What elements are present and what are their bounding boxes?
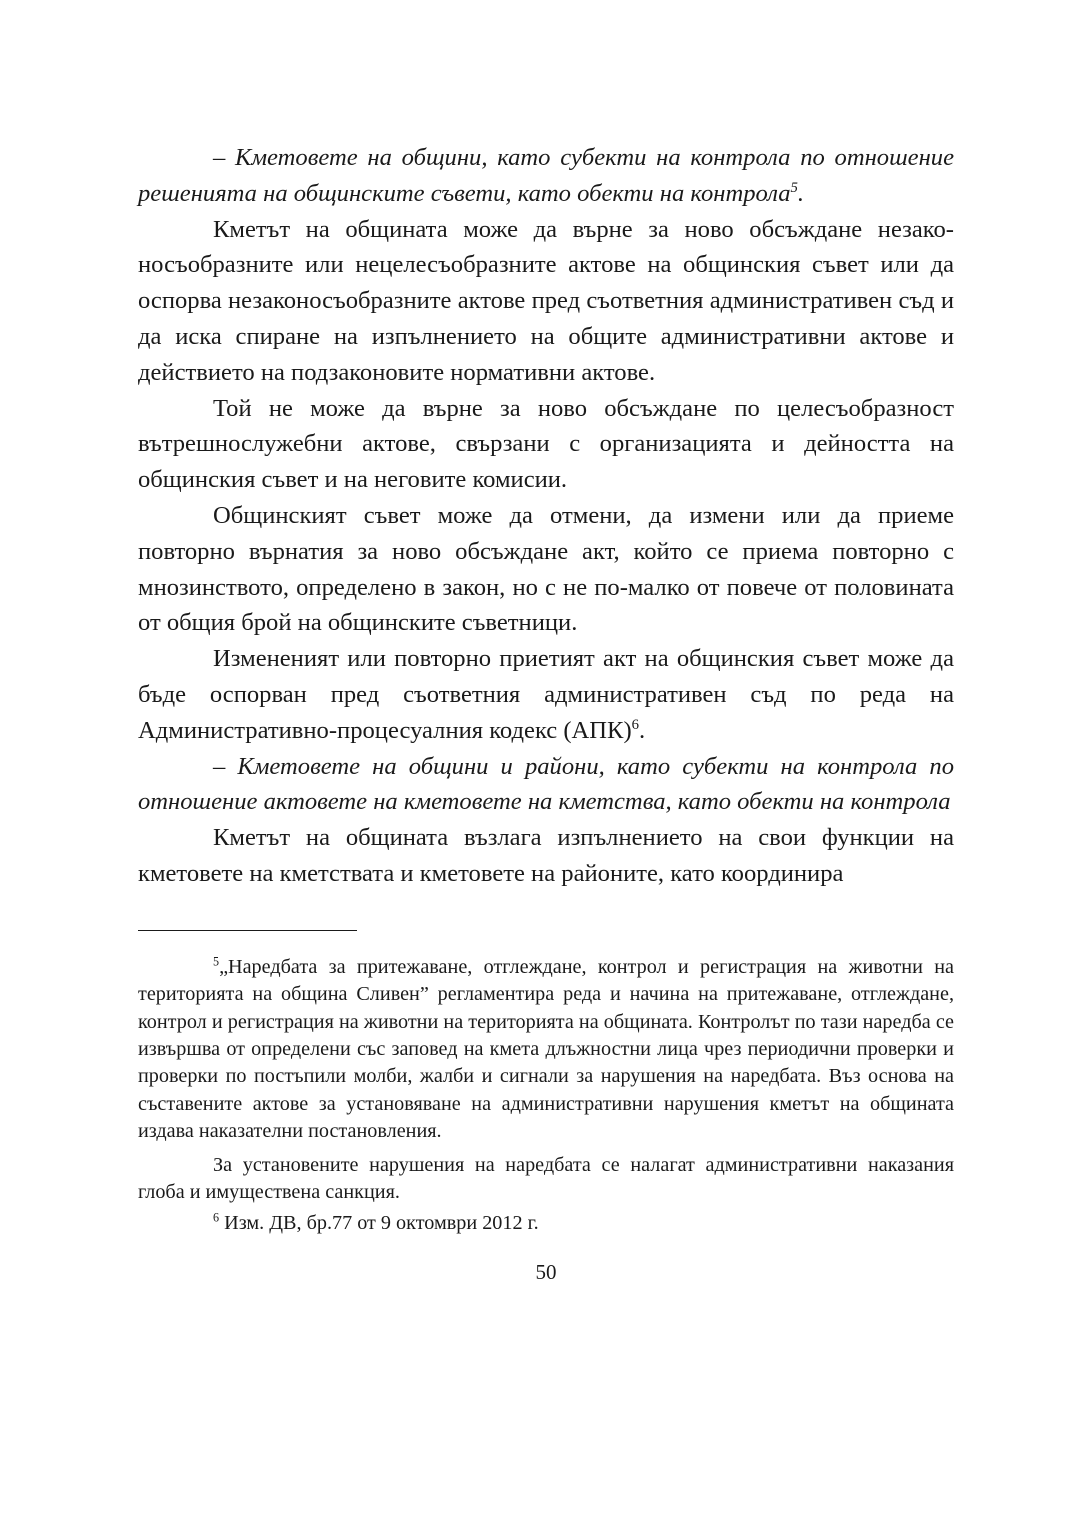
paragraph-internal-acts: Той не може да върне за ново обсъждане по целесъобразност вътрешнослужебни актове, свързани с организацията и дейността на общинския съвет и на неговите комисии. [138,394,954,494]
page-number: 50 [535,1259,557,1284]
main-text [138,140,954,892]
paragraph-council-repeal: Общинският съвет може да отмени, да измени или да приеме повторно върнатия за ново обсъждане акт, който се приема повторно с мнозинството, определено в закон, но с не по-малко от повече от половината от общия брой на общинските съветници. [138,501,954,637]
footnote-separator [138,930,357,931]
footnotes [138,954,954,1238]
footnote-5: $^5$„Наредбата за притежаване, отглеждане, контрол и регистрация на животни на територията на община Сливен” регламентира реда и начина на притежаване, отглеждане, контрол и регистрация на животни на територията на общината. Контролът по тази наредба се извършва от определени със заповед на кмета длъжностни лица чрез периодични проверки и проверки по постъпили молби, жалби и сигнали за нарушения на наредбата. Въз основа на съставените актове за установяване на административни нарушения кметът на общината издава наказателни постановления. [138,954,954,1143]
footnote-mark-5: 5 [213,954,220,968]
footnote-ref-5: 5 [790,179,798,196]
document-page [138,140,954,1285]
footnote-mark-6: 6 [213,1210,220,1225]
paragraph-return-acts: Кметът на общината може да върне за ново обсъждане незаконосъобразните или нецелесъобразните актове на общинския съвет или да оспорва незаконосъобразните актове пред съответния административен съд и да иска спиране на изпълнението на общите административни актове и действието на подзаконовите нормативни актове. [138,215,954,386]
paragraph-heading-mayors-councils: – Кметовете на общини, като субекти на контрола по отношение решенията на общинските съвети, като обекти на контрола$^5$. [138,144,954,207]
footnote-6: $^6$ Изм. ДВ, бр.77 от 9 октомври 2012 г. [213,1210,539,1235]
footnote-5-continuation: За установените нарушения на наредбата се налагат административни наказания глоба и имуществена санкция. [138,1153,954,1203]
paragraph-delegation: Кметът на общината възлага изпълнението на свои функции на кметовете на кметствата и кметовете на районите, като координира [138,824,954,887]
paragraph-heading-mayors-districts: – Кметовете на общини и райони, като субекти на контрола по отношение актовете на кметовете на кметства, като обекти на контрола [138,752,954,816]
footnote-ref-6: 6 [631,716,640,733]
paragraph-appeal: Измененият или повторно приетият акт на общинския съвет може да бъде оспорван пред съответния административен съд по реда на Административно-процесуалния кодекс (АПК)$^6$. [138,645,954,744]
